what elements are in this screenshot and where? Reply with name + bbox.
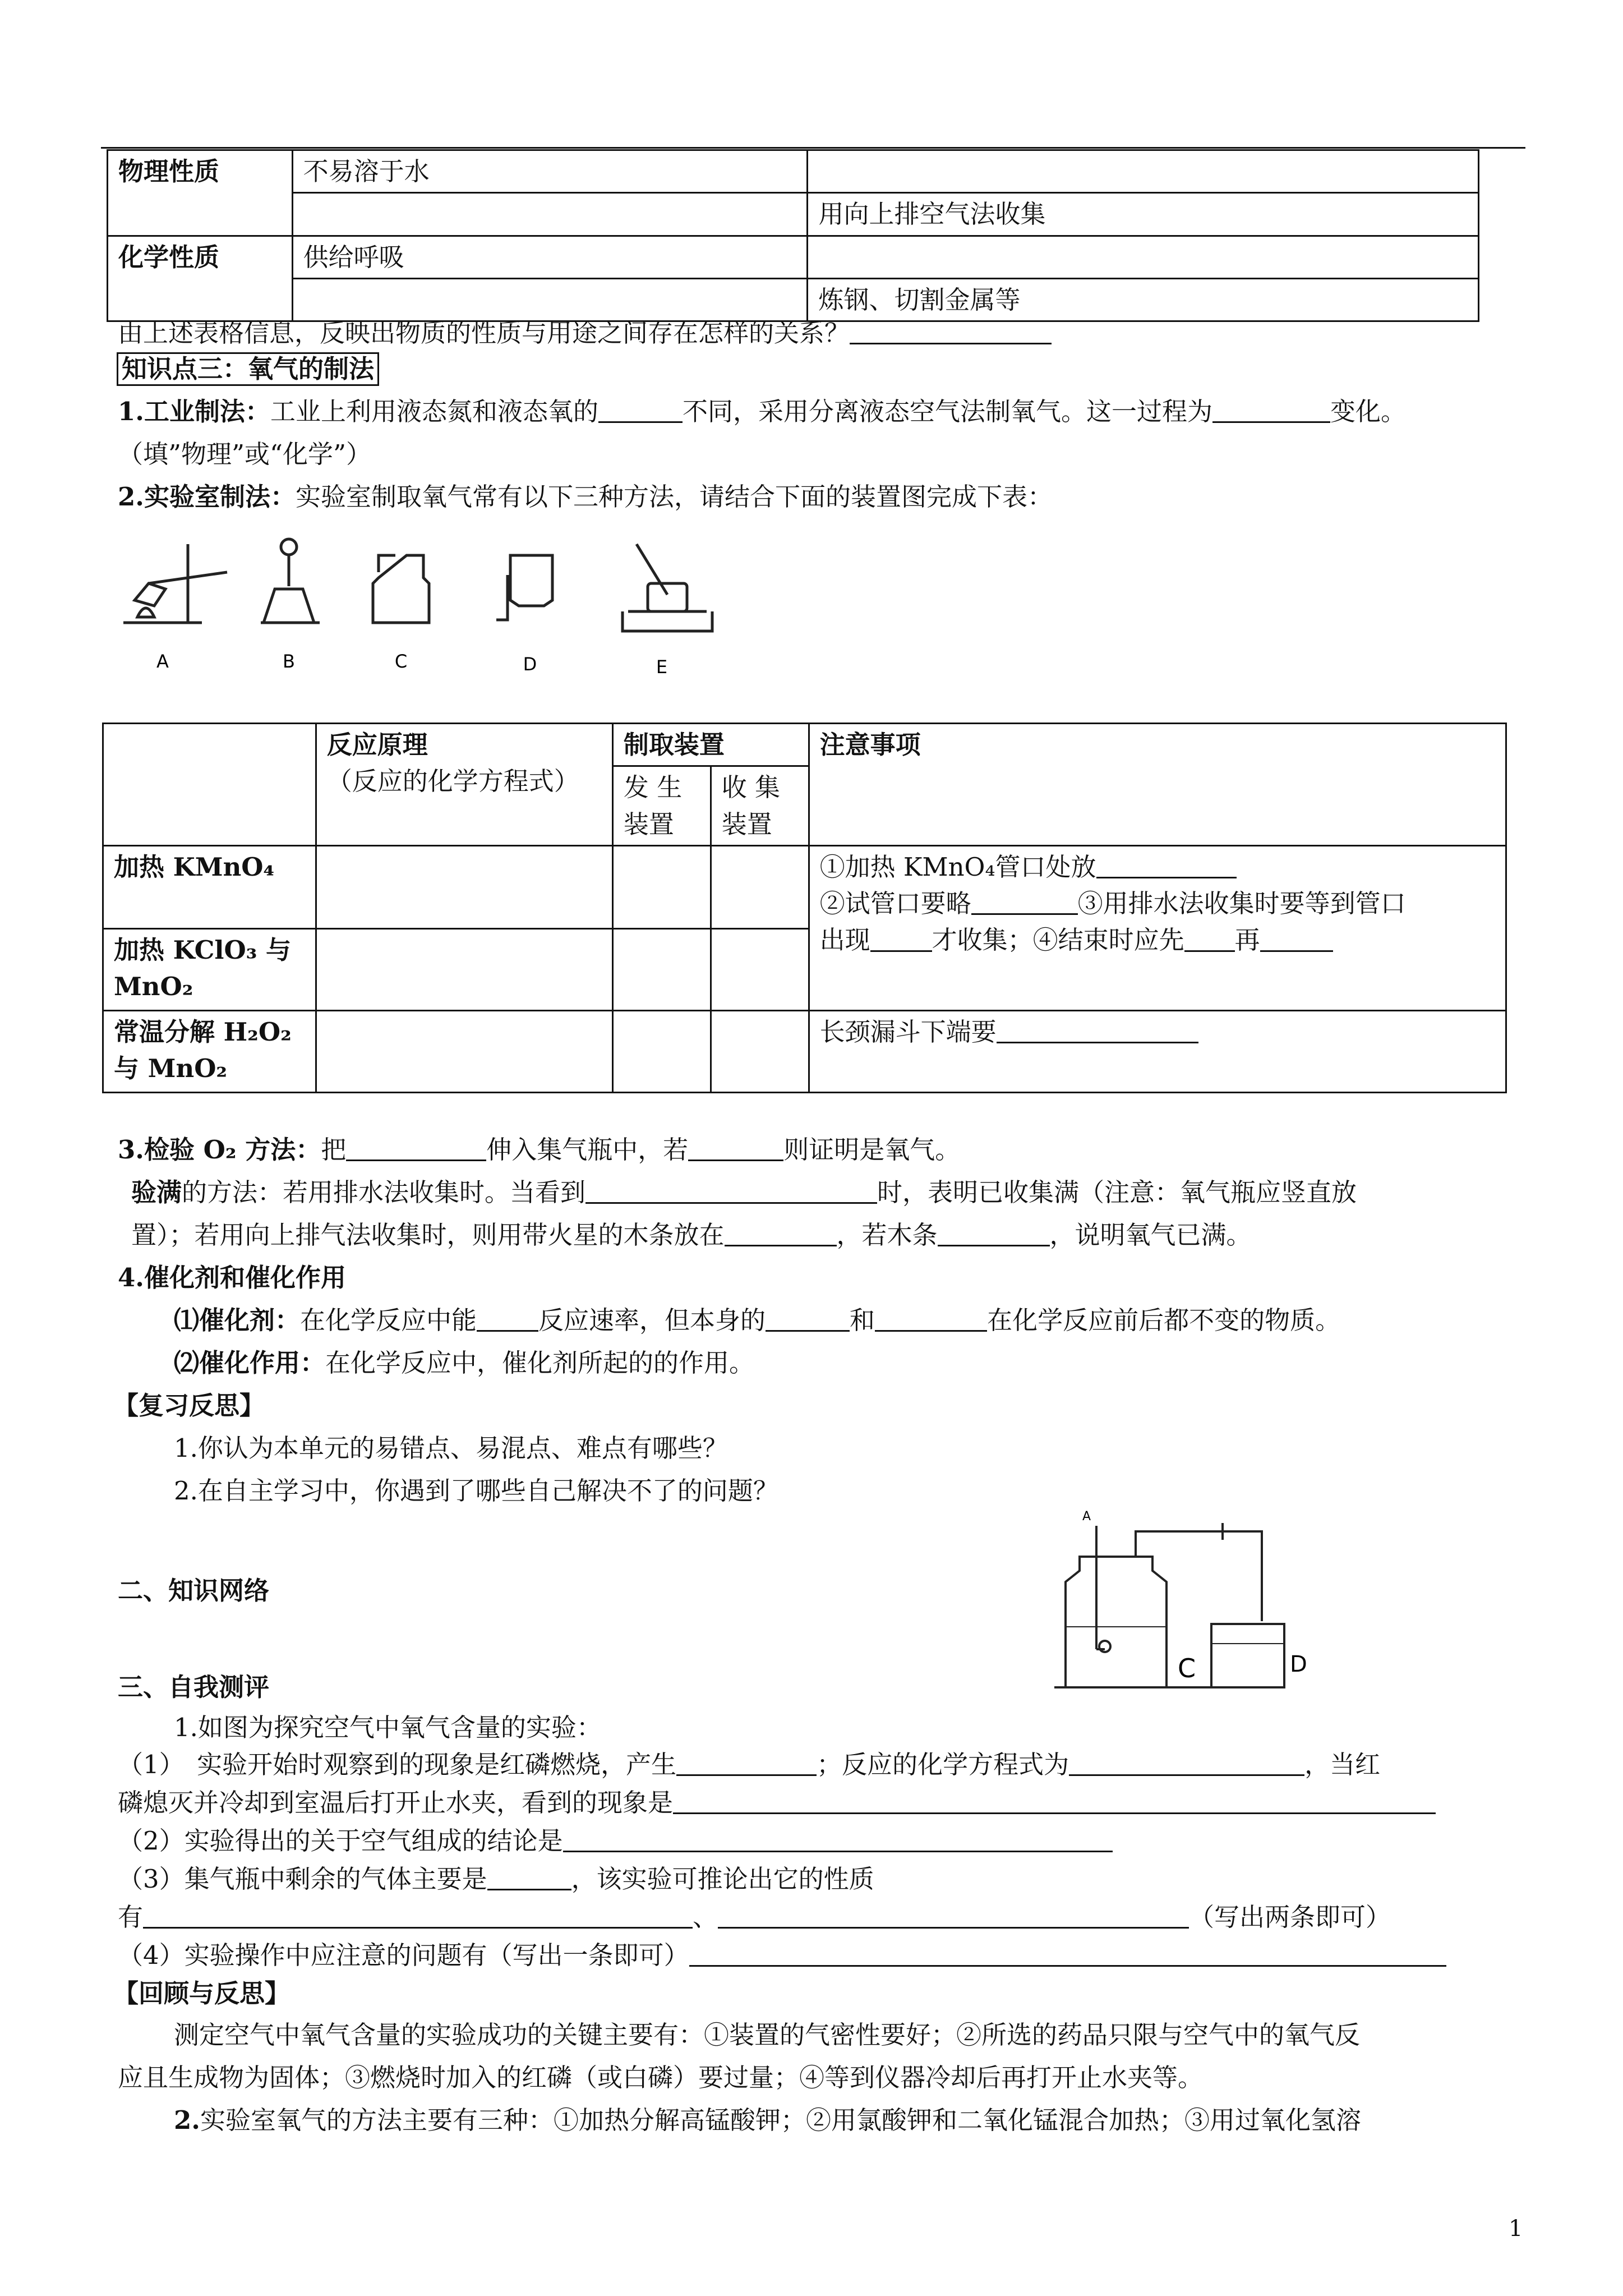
answer-blank[interactable] xyxy=(766,1305,850,1332)
table-cell xyxy=(292,278,808,321)
exp-q3-cont xyxy=(118,1902,1391,1933)
apparatus-figure xyxy=(115,533,732,684)
item-label: ⑵催化作用： xyxy=(174,1348,326,1378)
exp-q2 xyxy=(118,1825,1113,1857)
answer-blank[interactable] xyxy=(870,925,932,952)
answer-blank[interactable] xyxy=(1212,396,1330,423)
table-row-label: 化学性质 xyxy=(108,236,293,321)
text: ；反应的化学方程式为 xyxy=(817,1750,1069,1779)
text: 时，表明已收集满（注意：氧气瓶应竖直放 xyxy=(877,1177,1357,1207)
header-text: 反应原理 xyxy=(326,730,428,760)
text: 伸入集气瓶中，若 xyxy=(486,1135,689,1165)
answer-blank[interactable] xyxy=(1069,1749,1304,1776)
property-table xyxy=(107,149,1479,322)
answer-blank[interactable] xyxy=(1184,925,1235,952)
reflection-line xyxy=(174,2105,1361,2136)
answer-blank[interactable] xyxy=(673,1787,1436,1814)
text: 反应速率，但本身的 xyxy=(538,1305,766,1335)
answer-blank[interactable] xyxy=(477,1305,538,1332)
figure-label: B xyxy=(283,651,295,672)
text: 、 xyxy=(693,1902,718,1932)
item-label: 1.工业制法： xyxy=(118,397,270,426)
answer-cell[interactable] xyxy=(316,845,612,928)
text: （1） 实验开始时观察到的现象是红磷燃烧，产生 xyxy=(118,1750,677,1779)
answer-cell[interactable] xyxy=(612,845,711,928)
answer-blank[interactable] xyxy=(875,1305,987,1332)
text: 出现 xyxy=(819,925,870,955)
experiment-figure xyxy=(1054,1509,1346,1700)
section-heading-test: 三、自我测评 xyxy=(118,1672,270,1702)
text: 再 xyxy=(1234,925,1260,955)
figure-label: A xyxy=(156,651,169,672)
exp-q1 xyxy=(118,1749,1380,1780)
answer-cell[interactable] xyxy=(711,1010,809,1092)
answer-blank[interactable] xyxy=(676,1749,817,1776)
answer-cell[interactable] xyxy=(612,928,711,1010)
answer-blank[interactable] xyxy=(938,1220,1050,1246)
table-header-notes: 注意事项 xyxy=(809,724,1506,846)
text: 在化学反应中，催化剂所起的的作用。 xyxy=(325,1348,755,1378)
industrial-method xyxy=(118,396,1406,427)
relation-question: 由上述表格信息，反映出物质的性质与用途之间存在怎样的关系？ xyxy=(118,318,850,348)
table-header-device: 制取装置 xyxy=(612,724,809,766)
text: 长颈漏斗下端要 xyxy=(819,1016,997,1047)
text: 不同，采用分离液态空气法制氧气。这一过程为 xyxy=(683,397,1213,426)
full-check-cont xyxy=(131,1220,1252,1251)
answer-blank[interactable] xyxy=(143,1902,693,1929)
text: ①加热 KMnO₄管口处放 xyxy=(819,852,1096,882)
table-row-label: 加热 KClO₃ 与 MnO₂ xyxy=(103,928,316,1010)
answer-blank[interactable] xyxy=(1096,852,1237,878)
answer-blank[interactable] xyxy=(346,1134,486,1161)
notes-cell xyxy=(809,845,1506,1010)
exp-q1-cont xyxy=(118,1787,1436,1819)
header-subtext: （反应的化学方程式） xyxy=(326,766,579,797)
table-row-label: 常温分解 H₂O₂ 与 MnO₂ xyxy=(103,1010,316,1092)
reflection-heading: 【回顾与反思】 xyxy=(113,1978,291,2008)
text: （3）集气瓶中剩余的气体主要是 xyxy=(118,1864,487,1894)
table-cell xyxy=(808,150,1479,193)
answer-blank[interactable] xyxy=(689,1940,1446,1967)
figure-label: D xyxy=(523,654,537,675)
text: 的方法：若用排水法收集时。当看到 xyxy=(182,1177,586,1207)
answer-blank[interactable] xyxy=(563,1825,1113,1852)
review-heading: 【复习反思】 xyxy=(113,1391,265,1420)
exp-q4 xyxy=(118,1940,1446,1971)
table-header-empty xyxy=(103,724,316,846)
text: 则证明是氧气。 xyxy=(783,1135,961,1165)
catalyst-heading: 4.催化剂和催化作用 xyxy=(118,1263,346,1292)
text: 实验室制取氧气常有以下三种方法，请结合下面的装置图完成下表： xyxy=(295,482,1053,512)
answer-blank[interactable] xyxy=(850,318,1052,344)
page-number: 1 xyxy=(1509,2216,1523,2242)
table-cell: 用向上排空气法收集 xyxy=(808,193,1479,236)
answer-cell[interactable] xyxy=(316,1010,612,1092)
text: ，说明氧气已满。 xyxy=(1049,1220,1252,1250)
table-cell: 不易溶于水 xyxy=(292,150,808,193)
text: （写出两条即可） xyxy=(1189,1902,1391,1932)
full-check xyxy=(131,1177,1357,1208)
exp-q3 xyxy=(118,1864,874,1895)
item-label: 验满 xyxy=(131,1177,182,1207)
text: 和 xyxy=(850,1305,875,1335)
item-label: 3.检验 O₂ 方法： xyxy=(118,1135,321,1165)
answer-blank[interactable] xyxy=(688,1134,783,1161)
text: ②试管口要略 xyxy=(819,889,971,918)
text: （4）实验操作中应注意的问题有（写出一条即可） xyxy=(118,1940,689,1970)
table-row-label: 加热 KMnO₄ xyxy=(103,845,316,928)
item-label: 2.实验室制法： xyxy=(118,482,296,512)
test-method xyxy=(118,1134,960,1166)
exp-intro: 1.如图为探究空气中氧气含量的实验： xyxy=(174,1713,602,1742)
text: ，若木条 xyxy=(836,1220,938,1250)
text: （2）实验得出的关于空气组成的结论是 xyxy=(118,1826,563,1856)
industrial-hint: （填”物理”或“化学”） xyxy=(118,439,372,469)
table-header-principle xyxy=(316,724,612,846)
text: 实验室氧气的方法主要有三种：①加热分解高锰酸钾；②用氯酸钾和二氧化锰混合加热；③用过氧化氢溶 xyxy=(200,2105,1361,2135)
section-heading: 知识点三：氧气的制法 xyxy=(117,352,379,386)
text: 在化学反应前后都不变的物质。 xyxy=(987,1305,1341,1335)
top-rule xyxy=(101,147,1525,149)
answer-blank[interactable] xyxy=(997,1016,1198,1043)
review-q1: 1.你认为本单元的易错点、易混点、难点有哪些？ xyxy=(174,1433,728,1463)
table-header-generator: 发 生 装置 xyxy=(612,766,711,846)
table-cell: 炼钢、切割金属等 xyxy=(808,278,1479,321)
text: 把 xyxy=(321,1135,347,1165)
lab-method xyxy=(118,481,1053,513)
text: 有 xyxy=(118,1902,144,1932)
text: 才收集；④结束时应先 xyxy=(932,925,1184,955)
text: 在化学反应中能 xyxy=(300,1305,477,1335)
reflection-line: 应且生成物为固体；③燃烧时加入的红磷（或白磷）要过量；④等到仪器冷却后再打开止水夹等。 xyxy=(118,2063,1204,2092)
text: 变化。 xyxy=(1330,397,1407,426)
text: ③用排水法收集时要等到管口 xyxy=(1077,889,1406,918)
table-cell: 供给呼吸 xyxy=(292,236,808,278)
section-heading-network: 二、知识网络 xyxy=(118,1576,270,1605)
text: ，该实验可推论出它的性质 xyxy=(571,1864,874,1894)
text: 置）；若用向上排气法收集时，则用带火星的木条放在 xyxy=(131,1220,725,1250)
answer-blank[interactable] xyxy=(487,1864,571,1890)
text: ，当红 xyxy=(1304,1750,1381,1779)
text: 工业上利用液态氮和液态氧的 xyxy=(270,397,598,426)
item-label: ⑴催化剂： xyxy=(174,1305,301,1335)
answer-blank[interactable] xyxy=(1260,925,1333,952)
figure-label: A xyxy=(1082,1510,1091,1524)
table-header-collector: 收 集 装置 xyxy=(711,766,809,846)
figure-label: C xyxy=(1178,1653,1196,1683)
reflection-line: 测定空气中氧气含量的实验成功的关键主要有：①装置的气密性要好；②所选的药品只限与空气中的氧气反 xyxy=(174,2020,1361,2050)
notes-cell xyxy=(809,1010,1506,1092)
answer-cell[interactable] xyxy=(711,845,809,928)
review-q2: 2.在自主学习中，你遇到了哪些自己解决不了的问题？ xyxy=(174,1476,778,1506)
answer-cell[interactable] xyxy=(612,1010,711,1092)
figure-label: C xyxy=(394,651,408,672)
catalysis-def xyxy=(174,1347,754,1379)
figure-label: D xyxy=(1290,1651,1307,1677)
item-label: 2. xyxy=(174,2105,200,2135)
answer-blank[interactable] xyxy=(725,1220,837,1246)
answer-blank[interactable] xyxy=(971,888,1078,915)
lab-method-table xyxy=(102,723,1507,1093)
table-cell xyxy=(808,236,1479,278)
answer-blank[interactable] xyxy=(585,1177,877,1204)
catalyst-def xyxy=(174,1305,1340,1336)
answer-cell[interactable] xyxy=(316,928,612,1010)
table-row-label: 物理性质 xyxy=(108,150,293,236)
answer-blank[interactable] xyxy=(598,396,683,423)
answer-cell[interactable] xyxy=(711,928,809,1010)
figure-label: E xyxy=(656,656,668,678)
relation-question-line xyxy=(118,318,1052,349)
table-cell xyxy=(292,193,808,236)
answer-blank[interactable] xyxy=(718,1902,1189,1929)
text: 磷熄灭并冷却到室温后打开止水夹，看到的现象是 xyxy=(118,1788,674,1818)
